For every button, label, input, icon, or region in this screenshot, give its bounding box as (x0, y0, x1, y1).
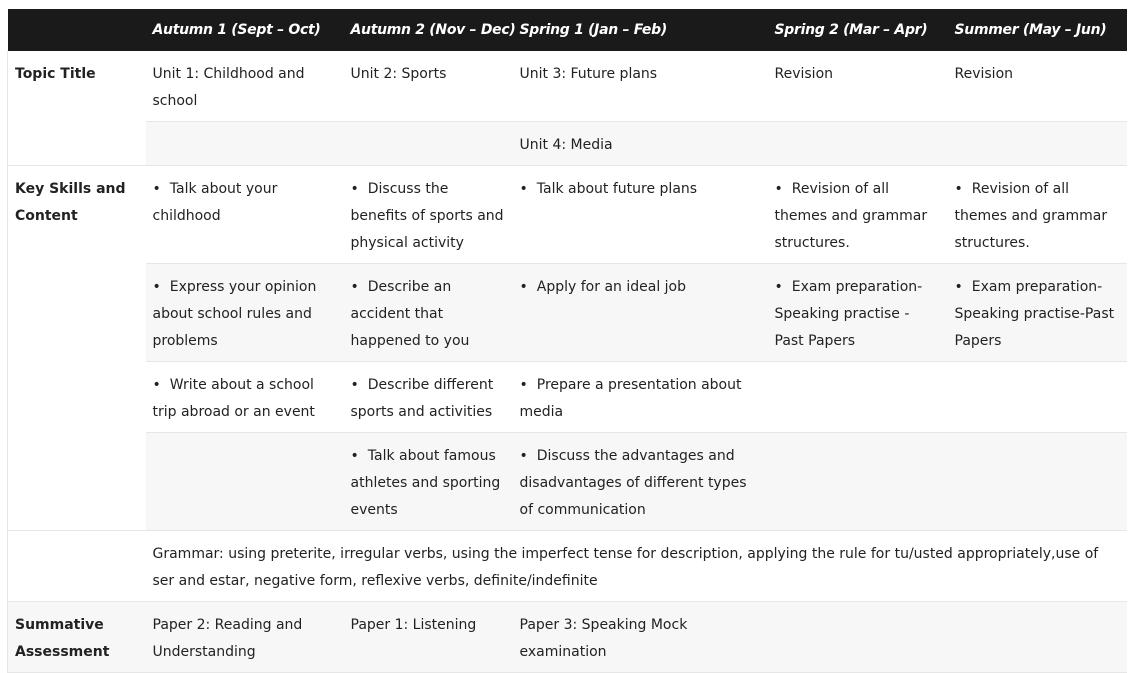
topic-cell: Unit 2: Sports (344, 51, 513, 122)
curriculum-table (7, 9, 1127, 673)
skill-text: Prepare a presentation about media (519, 377, 742, 420)
bullet-icon: • (519, 377, 528, 393)
bullet-icon: • (152, 279, 161, 295)
table-row (8, 433, 1127, 531)
header-autumn-2: Autumn 2 (Nov – Dec) (350, 22, 516, 38)
skill-cell (768, 264, 948, 362)
row-label-summative-assessment: Summative Assessment (8, 602, 146, 673)
assessment-cell: Paper 3: Speaking Mock examination (513, 602, 768, 673)
assessment-cell: Paper 2: Reading and Understanding (146, 602, 344, 673)
bullet-icon: • (519, 448, 528, 464)
skill-cell (513, 433, 768, 531)
bullet-icon: • (954, 181, 963, 197)
skill-cell (768, 362, 948, 433)
skill-text: Write about a school trip abroad or an event (152, 377, 315, 420)
table-row (8, 531, 1127, 602)
skill-cell (344, 433, 513, 531)
skill-text: Revision of all themes and grammar structures. (954, 181, 1108, 251)
bullet-icon: • (350, 377, 359, 393)
skill-cell (513, 362, 768, 433)
topic-cell: Unit 1: Childhood and school (146, 51, 344, 122)
topic-cell (768, 122, 948, 166)
table-row (8, 602, 1127, 673)
topic-cell: Revision (948, 51, 1127, 122)
bullet-icon: • (519, 279, 528, 295)
skill-cell (146, 362, 344, 433)
skill-cell (948, 166, 1127, 264)
skill-cell (948, 433, 1127, 531)
skill-text: Describe an accident that happened to you (350, 279, 470, 349)
topic-cell (948, 122, 1127, 166)
skill-text: Exam preparation-Speaking practise - Past Papers (774, 279, 923, 349)
skill-text: Discuss the advantages and disadvantages of different types of communication (519, 448, 747, 518)
header-corner (8, 9, 146, 51)
bullet-icon: • (774, 279, 783, 295)
grammar-cell: Grammar: using preterite, irregular verbs, using the imperfect tense for description, applying the rule for tu/usted appropriately,use of ser and estar, negative form, reflexive verbs, definite/indefinite (146, 531, 1127, 602)
skill-text: Express your opinion about school rules and problems (152, 279, 317, 349)
header-summer: Summer (May – Jun) (954, 22, 1107, 38)
skill-cell (344, 166, 513, 264)
table-row (8, 264, 1127, 362)
curriculum-table-wrapper (7, 9, 1126, 673)
skill-cell (344, 264, 513, 362)
assessment-cell: Paper 1: Listening (344, 602, 513, 673)
header-spring-1: Spring 1 (Jan – Feb) (519, 22, 667, 38)
table-row (8, 362, 1127, 433)
row-label-grammar (8, 531, 146, 602)
topic-cell (344, 122, 513, 166)
skill-cell (146, 433, 344, 531)
topic-cell: Unit 4: Media (513, 122, 768, 166)
skill-text: Apply for an ideal job (536, 279, 686, 295)
bullet-icon: • (954, 279, 963, 295)
skill-text: Revision of all themes and grammar structures. (774, 181, 928, 251)
skill-cell (146, 264, 344, 362)
table-body (8, 51, 1127, 673)
topic-cell: Unit 3: Future plans (513, 51, 768, 122)
bullet-icon: • (519, 181, 528, 197)
skill-cell (344, 362, 513, 433)
topic-cell: Revision (768, 51, 948, 122)
skill-cell (768, 433, 948, 531)
skill-cell (513, 264, 768, 362)
skill-text: Talk about your childhood (152, 181, 278, 224)
skill-cell (768, 166, 948, 264)
skill-text: Exam preparation-Speaking practise-Past Papers (954, 279, 1115, 349)
bullet-icon: • (350, 279, 359, 295)
table-row (8, 51, 1127, 122)
skill-cell (513, 166, 768, 264)
topic-cell (146, 122, 344, 166)
skill-text: Discuss the benefits of sports and physical activity (350, 181, 504, 251)
table-header (8, 9, 1127, 51)
header-row (8, 9, 1127, 51)
bullet-icon: • (350, 448, 359, 464)
assessment-cell (948, 602, 1127, 673)
table-row (8, 122, 1127, 166)
skill-text: Talk about famous athletes and sporting events (350, 448, 501, 518)
header-spring-2: Spring 2 (Mar – Apr) (774, 22, 928, 38)
skill-text: Describe different sports and activities (350, 377, 494, 420)
bullet-icon: • (350, 181, 359, 197)
skill-cell (146, 166, 344, 264)
skill-cell (948, 264, 1127, 362)
bullet-icon: • (152, 377, 161, 393)
row-label-key-skills: Key Skills and Content (8, 166, 146, 531)
bullet-icon: • (152, 181, 161, 197)
bullet-icon: • (774, 181, 783, 197)
assessment-cell (768, 602, 948, 673)
row-label-topic-title: Topic Title (8, 51, 146, 166)
skill-cell (948, 362, 1127, 433)
table-row (8, 166, 1127, 264)
header-autumn-1: Autumn 1 (Sept – Oct) (152, 22, 321, 38)
skill-text: Talk about future plans (536, 181, 698, 197)
